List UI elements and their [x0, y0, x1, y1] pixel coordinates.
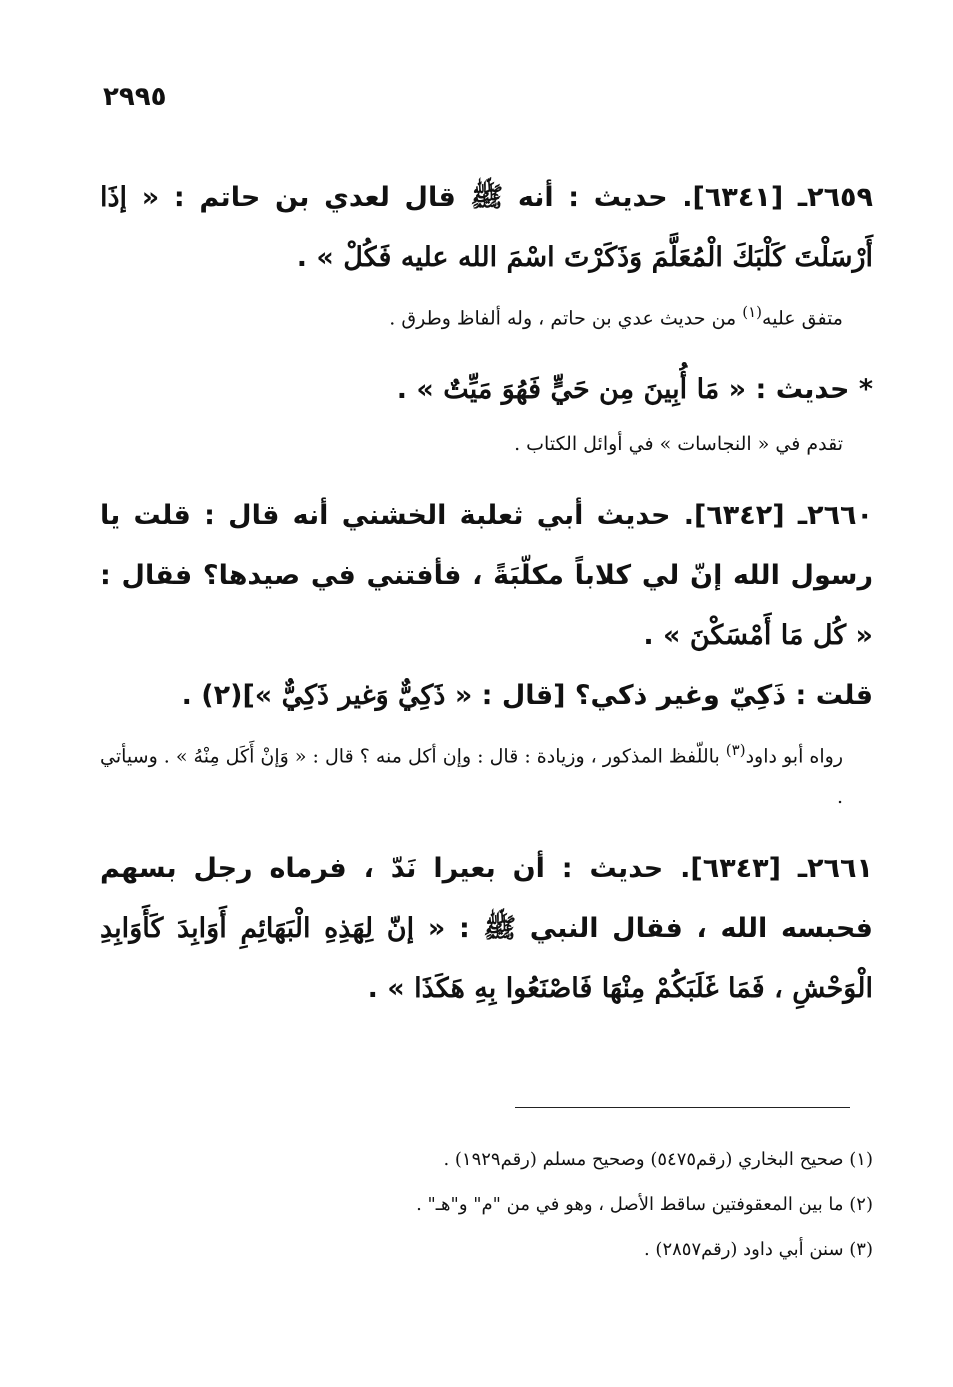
hadith-close: » . — [396, 374, 444, 406]
hadith-2660 — [100, 486, 873, 816]
hadith-matn: مَا أُبِينَ مِن حَيٍّ فَهُوَ مَيِّتٌ — [443, 374, 720, 406]
hadith-matn: إنّ لِهَذِهِ الْبَهَائِمِ أَوَابِدَ كَأَوَابِدِ الْوَحْشِ ، فَمَا غَلَبَكُمْ مِنْهَا فَاصْنَعُوا بِهِ هَكَذَا — [100, 912, 873, 1004]
hadith-close: »](٢) . — [181, 680, 282, 712]
takhrij — [100, 424, 873, 464]
hadith-2661 — [100, 839, 873, 1019]
footnote-ref: (١) — [742, 303, 763, 321]
hadith-text — [100, 168, 873, 288]
hadith-intro: ٢٦٦٠ـ [٦٣٤٢]. حديث أبي ثعلبة الخشني أنه قال : قلت يا رسول الله إنّ لي كلاباً مكلّبَةً ، فأفتني في صيدها؟ فقال : « — [100, 500, 874, 652]
hadith-2659 — [100, 168, 873, 338]
hadith-intro: ٢٦٦١ـ [٦٣٤٣]. حديث : أن بعيرا نَدّ ، فرماه رجل بسهم فحبسه الله ، فقال النبي ﷺ : « — [100, 852, 873, 944]
footnote-1: (١) صحيح البخاري (رقم٥٤٧٥) وصحيح مسلم (رقم١٩٢٩) . — [443, 1149, 873, 1170]
hadith-text — [100, 360, 873, 420]
hadith-matn: كُل مَا أَمْسَكْنَ — [689, 620, 847, 652]
hadith-matn: إذَا أَرْسَلْتَ كَلْبَكَ الْمُعَلَّمَ وَذَكَرْتَ اسْمَ الله عليه فَكُلْ — [100, 182, 873, 273]
footnote-ref: (٣) — [725, 741, 746, 760]
footnotes — [100, 1137, 873, 1272]
hadith-close: » . — [367, 972, 415, 1004]
takhrij — [100, 292, 873, 338]
takhrij — [100, 730, 873, 816]
footnote-3: (٣) سنن أبي داود (رقم٢٨٥٧) . — [643, 1239, 873, 1260]
hadith-intro: * حديث : « — [719, 374, 873, 406]
page-number: ٢٩٩٥ — [103, 82, 167, 112]
takhrij-text: من حديث عدي بن حاتم ، وله ألفاظ وطرق . — [389, 307, 743, 330]
hadith-intro: قلت : ذَكِيّ وغير ذكي؟ [قال : « — [445, 680, 873, 712]
main-text — [100, 168, 873, 1023]
hadith-text — [100, 839, 873, 1019]
hadith-close: » . — [296, 242, 344, 273]
hadith-intro: ٢٦٥٩ـ [٦٣٤١]. حديث : أنه ﷺ قال لعدي بن حاتم : « — [127, 182, 874, 213]
takhrij-text: باللّفظ المذكور ، وزيادة : قال : وإن أكل منه ؟ قال : « وَإنْ أَكَل مِنْهُ » . وسيأتي . — [100, 745, 843, 808]
footnote-separator — [515, 1107, 850, 1108]
takhrij-text: تقدم في « النجاسات » في أوائل الكتاب . — [514, 433, 843, 456]
hadith-text — [100, 666, 873, 726]
hadith-text — [100, 486, 873, 666]
hadith-matn: ذَكِيٌّ وَغير ذَكِيٌّ — [281, 680, 446, 712]
footnote-2: (٢) ما بين المعقوفتين ساقط الأصل ، وهو في من "م" و"هـ" . — [416, 1194, 873, 1215]
takhrij-text: رواه أبو داود — [745, 745, 843, 768]
hadith-mubin — [100, 360, 873, 464]
takhrij-text: متفق عليه — [762, 307, 843, 330]
hadith-close: » . — [643, 620, 690, 652]
